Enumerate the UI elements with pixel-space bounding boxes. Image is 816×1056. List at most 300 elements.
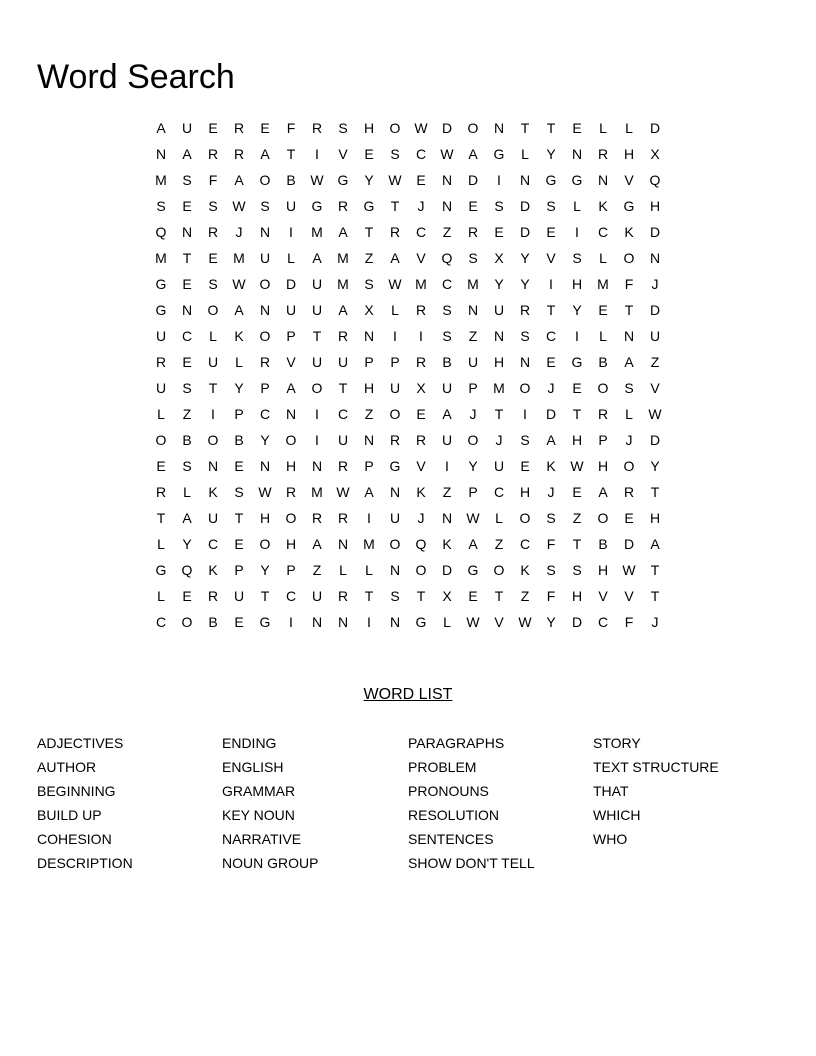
- grid-cell: E: [494, 224, 504, 240]
- grid-cell: L: [573, 198, 581, 214]
- grid-cell: E: [416, 406, 426, 422]
- grid-row: [148, 118, 668, 144]
- grid-cell: H: [571, 276, 583, 292]
- grid-cell: A: [156, 120, 166, 136]
- grid-cell: R: [337, 510, 349, 526]
- grid-cell: J: [235, 224, 243, 240]
- grid-cell: I: [419, 328, 423, 344]
- grid-cell: O: [311, 380, 323, 396]
- grid-cell: T: [650, 562, 660, 578]
- grid-cell: O: [519, 510, 531, 526]
- grid-cell: G: [571, 172, 583, 188]
- grid-cell: I: [445, 458, 449, 474]
- grid-cell: C: [181, 328, 193, 344]
- grid-cell: W: [258, 484, 272, 500]
- grid-cell: R: [597, 406, 609, 422]
- grid-cell: Y: [546, 614, 556, 630]
- grid-cell: A: [182, 146, 192, 162]
- grid-cell: L: [599, 250, 607, 266]
- grid-cell: L: [157, 406, 165, 422]
- grid-row: [148, 534, 668, 560]
- grid-cell: J: [417, 198, 425, 214]
- grid-cell: O: [597, 510, 609, 526]
- grid-cell: W: [466, 614, 480, 630]
- grid-cell: Z: [520, 588, 530, 604]
- grid-cell: A: [650, 536, 660, 552]
- grid-cell: O: [207, 432, 219, 448]
- grid-cell: D: [285, 276, 297, 292]
- grid-row: [148, 170, 668, 196]
- grid-cell: L: [599, 120, 607, 136]
- grid-cell: N: [311, 458, 323, 474]
- grid-cell: Y: [468, 458, 478, 474]
- grid-cell: C: [597, 224, 609, 240]
- grid-cell: V: [624, 172, 634, 188]
- grid-cell: T: [494, 406, 504, 422]
- grid-cell: I: [211, 406, 215, 422]
- grid-cell: A: [234, 302, 244, 318]
- grid-cell: S: [208, 276, 218, 292]
- grid-cell: Y: [650, 458, 660, 474]
- grid-cell: N: [259, 458, 271, 474]
- grid-cell: U: [493, 458, 505, 474]
- grid-row: [148, 456, 668, 482]
- grid-cell: S: [156, 198, 166, 214]
- grid-cell: R: [311, 120, 323, 136]
- grid-cell: G: [155, 276, 167, 292]
- grid-cell: G: [571, 354, 583, 370]
- grid-cell: V: [494, 614, 504, 630]
- grid-cell: R: [337, 328, 349, 344]
- grid-cell: K: [520, 562, 530, 578]
- grid-cell: S: [390, 146, 400, 162]
- grid-cell: E: [572, 380, 582, 396]
- grid-cell: J: [547, 484, 555, 500]
- grid-cell: N: [519, 354, 531, 370]
- grid-cell: V: [286, 354, 296, 370]
- grid-cell: N: [285, 406, 297, 422]
- grid-cell: B: [286, 172, 296, 188]
- grid-cell: R: [337, 588, 349, 604]
- grid-cell: D: [649, 120, 661, 136]
- grid-cell: Y: [234, 380, 244, 396]
- grid-row: [148, 222, 668, 248]
- grid-cell: N: [181, 302, 193, 318]
- grid-cell: M: [337, 276, 349, 292]
- word-list-item: COHESION: [37, 831, 112, 847]
- grid-cell: N: [441, 510, 453, 526]
- grid-cell: O: [389, 406, 401, 422]
- grid-cell: U: [155, 380, 167, 396]
- grid-cell: N: [441, 198, 453, 214]
- grid-cell: R: [415, 354, 427, 370]
- grid-cell: H: [519, 484, 531, 500]
- grid-cell: K: [598, 198, 608, 214]
- grid-cell: L: [183, 484, 191, 500]
- grid-cell: H: [571, 588, 583, 604]
- grid-cell: S: [182, 380, 192, 396]
- grid-cell: C: [285, 588, 297, 604]
- grid-cell: O: [285, 510, 297, 526]
- grid-cell: U: [311, 276, 323, 292]
- grid-cell: N: [597, 172, 609, 188]
- grid-cell: L: [495, 510, 503, 526]
- grid-cell: L: [521, 146, 529, 162]
- grid-cell: I: [289, 224, 293, 240]
- grid-cell: S: [338, 120, 348, 136]
- grid-cell: T: [572, 406, 582, 422]
- grid-cell: E: [182, 276, 192, 292]
- grid-cell: P: [286, 328, 296, 344]
- word-list-item: GRAMMAR: [222, 783, 296, 799]
- word-list-item: DESCRIPTION: [37, 855, 133, 871]
- grid-cell: U: [259, 250, 271, 266]
- grid-cell: N: [337, 614, 349, 630]
- word-list-column-1: [37, 731, 217, 875]
- grid-cell: I: [393, 328, 397, 344]
- grid-cell: Z: [572, 510, 582, 526]
- grid-cell: G: [467, 562, 479, 578]
- word-list-item: PROBLEM: [408, 759, 477, 775]
- grid-row: [148, 196, 668, 222]
- grid-cell: M: [155, 250, 167, 266]
- grid-cell: R: [389, 224, 401, 240]
- grid-cell: Z: [442, 484, 452, 500]
- grid-cell: T: [182, 250, 192, 266]
- grid-cell: E: [416, 172, 426, 188]
- grid-cell: E: [208, 120, 218, 136]
- grid-cell: L: [339, 562, 347, 578]
- grid-cell: Y: [260, 432, 270, 448]
- grid-cell: X: [494, 250, 504, 266]
- grid-cell: T: [312, 328, 322, 344]
- grid-cell: Y: [572, 302, 582, 318]
- grid-cell: R: [337, 198, 349, 214]
- grid-cell: D: [441, 120, 453, 136]
- grid-cell: N: [623, 328, 635, 344]
- grid-cell: M: [155, 172, 167, 188]
- grid-cell: S: [234, 484, 244, 500]
- grid-cell: C: [597, 614, 609, 630]
- grid-cell: Q: [415, 536, 427, 552]
- grid-cell: L: [625, 120, 633, 136]
- grid-cell: Z: [650, 354, 660, 370]
- grid-cell: A: [468, 536, 478, 552]
- grid-cell: O: [181, 614, 193, 630]
- grid-cell: D: [649, 224, 661, 240]
- grid-row: [148, 300, 668, 326]
- grid-cell: A: [442, 406, 452, 422]
- grid-cell: W: [414, 120, 428, 136]
- grid-cell: V: [416, 250, 426, 266]
- grid-cell: R: [233, 120, 245, 136]
- grid-row: [148, 144, 668, 170]
- grid-cell: U: [389, 510, 401, 526]
- grid-cell: R: [155, 484, 167, 500]
- grid-cell: C: [207, 536, 219, 552]
- grid-cell: I: [549, 276, 553, 292]
- grid-cell: O: [389, 120, 401, 136]
- grid-cell: U: [337, 432, 349, 448]
- grid-cell: H: [571, 432, 583, 448]
- grid-cell: O: [259, 276, 271, 292]
- grid-cell: O: [155, 432, 167, 448]
- word-list-item: KEY NOUN: [222, 807, 295, 823]
- page-title: Word Search: [37, 57, 235, 96]
- grid-cell: A: [260, 146, 270, 162]
- grid-cell: H: [285, 536, 297, 552]
- grid-cell: U: [285, 198, 297, 214]
- grid-cell: J: [417, 510, 425, 526]
- letter-grid: [148, 118, 668, 638]
- grid-cell: T: [260, 588, 270, 604]
- word-list-item: BUILD UP: [37, 807, 102, 823]
- grid-cell: E: [260, 120, 270, 136]
- grid-cell: A: [546, 432, 556, 448]
- grid-cell: B: [598, 354, 608, 370]
- grid-cell: B: [234, 432, 244, 448]
- grid-cell: C: [415, 146, 427, 162]
- grid-cell: E: [468, 198, 478, 214]
- grid-cell: I: [289, 614, 293, 630]
- grid-cell: A: [234, 172, 244, 188]
- grid-cell: U: [389, 380, 401, 396]
- grid-cell: Z: [312, 562, 322, 578]
- grid-cell: S: [260, 198, 270, 214]
- grid-cell: O: [597, 380, 609, 396]
- grid-cell: R: [259, 354, 271, 370]
- grid-cell: P: [364, 458, 374, 474]
- grid-cell: T: [234, 510, 244, 526]
- grid-cell: P: [390, 354, 400, 370]
- grid-cell: N: [389, 614, 401, 630]
- grid-cell: P: [598, 432, 608, 448]
- grid-cell: L: [443, 614, 451, 630]
- grid-cell: A: [312, 250, 322, 266]
- grid-cell: N: [207, 458, 219, 474]
- grid-cell: A: [338, 302, 348, 318]
- grid-cell: I: [575, 224, 579, 240]
- grid-cell: H: [363, 120, 375, 136]
- grid-cell: T: [364, 588, 374, 604]
- grid-cell: C: [259, 406, 271, 422]
- grid-cell: R: [337, 458, 349, 474]
- grid-cell: I: [523, 406, 527, 422]
- grid-cell: E: [572, 120, 582, 136]
- grid-row: [148, 560, 668, 586]
- grid-cell: S: [468, 250, 478, 266]
- grid-cell: B: [182, 432, 192, 448]
- grid-cell: D: [467, 172, 479, 188]
- grid-cell: N: [363, 328, 375, 344]
- grid-cell: M: [363, 536, 375, 552]
- grid-cell: E: [546, 354, 556, 370]
- grid-cell: W: [466, 510, 480, 526]
- grid-cell: U: [467, 354, 479, 370]
- grid-cell: L: [391, 302, 399, 318]
- grid-cell: N: [519, 172, 531, 188]
- grid-cell: F: [208, 172, 218, 188]
- grid-cell: F: [624, 614, 634, 630]
- grid-cell: F: [624, 276, 634, 292]
- grid-cell: V: [338, 146, 348, 162]
- grid-cell: V: [416, 458, 426, 474]
- grid-cell: E: [520, 458, 530, 474]
- grid-cell: O: [623, 250, 635, 266]
- grid-cell: H: [285, 458, 297, 474]
- grid-cell: P: [260, 380, 270, 396]
- word-list-item: WHICH: [593, 807, 641, 823]
- grid-cell: S: [572, 562, 582, 578]
- grid-cell: D: [571, 614, 583, 630]
- grid-row: [148, 248, 668, 274]
- grid-cell: T: [364, 224, 374, 240]
- grid-cell: W: [336, 484, 350, 500]
- grid-cell: P: [286, 562, 296, 578]
- grid-cell: W: [232, 276, 246, 292]
- grid-cell: Z: [364, 250, 374, 266]
- grid-cell: T: [338, 380, 348, 396]
- grid-cell: U: [441, 380, 453, 396]
- word-list-column-2: [222, 731, 402, 875]
- grid-row: [148, 482, 668, 508]
- grid-cell: G: [337, 172, 349, 188]
- grid-cell: E: [234, 536, 244, 552]
- grid-cell: O: [259, 172, 271, 188]
- grid-cell: A: [338, 224, 348, 240]
- grid-row: [148, 612, 668, 638]
- grid-cell: L: [365, 562, 373, 578]
- grid-cell: H: [259, 510, 271, 526]
- grid-cell: S: [546, 562, 556, 578]
- grid-cell: U: [441, 432, 453, 448]
- grid-cell: K: [442, 536, 452, 552]
- word-list-column-4: [593, 731, 773, 851]
- grid-cell: T: [390, 198, 400, 214]
- grid-cell: C: [519, 536, 531, 552]
- grid-cell: N: [337, 536, 349, 552]
- grid-cell: G: [363, 198, 375, 214]
- word-list-item: RESOLUTION: [408, 807, 500, 823]
- grid-cell: P: [468, 484, 478, 500]
- grid-cell: U: [207, 354, 219, 370]
- grid-cell: A: [598, 484, 608, 500]
- grid-cell: E: [156, 458, 166, 474]
- grid-cell: S: [390, 588, 400, 604]
- grid-cell: T: [650, 484, 660, 500]
- grid-cell: Z: [182, 406, 192, 422]
- grid-cell: T: [624, 302, 634, 318]
- word-list-column-3: [408, 731, 588, 875]
- grid-cell: T: [286, 146, 296, 162]
- grid-cell: Y: [260, 562, 270, 578]
- grid-cell: B: [208, 614, 218, 630]
- grid-cell: G: [259, 614, 271, 630]
- grid-cell: O: [623, 458, 635, 474]
- grid-cell: U: [155, 328, 167, 344]
- word-list-item: WHO: [593, 831, 628, 847]
- grid-cell: G: [545, 172, 557, 188]
- grid-cell: E: [234, 458, 244, 474]
- grid-cell: I: [497, 172, 501, 188]
- grid-cell: U: [311, 354, 323, 370]
- grid-cell: D: [545, 406, 557, 422]
- grid-cell: F: [286, 120, 296, 136]
- grid-cell: Z: [468, 328, 478, 344]
- grid-cell: N: [363, 432, 375, 448]
- grid-cell: T: [416, 588, 426, 604]
- grid-cell: G: [311, 198, 323, 214]
- grid-cell: U: [649, 328, 661, 344]
- word-list-item: SENTENCES: [408, 831, 494, 847]
- grid-cell: E: [624, 510, 634, 526]
- grid-cell: E: [546, 224, 556, 240]
- grid-cell: O: [493, 562, 505, 578]
- grid-cell: M: [337, 250, 349, 266]
- word-list-item: PARAGRAPHS: [408, 735, 505, 751]
- grid-cell: D: [623, 536, 635, 552]
- grid-cell: J: [651, 276, 659, 292]
- word-list-item: SHOW DON'T TELL: [408, 855, 535, 871]
- grid-cell: G: [389, 458, 401, 474]
- grid-cell: I: [367, 510, 371, 526]
- grid-cell: Y: [182, 536, 192, 552]
- grid-cell: T: [546, 302, 556, 318]
- grid-cell: H: [623, 146, 635, 162]
- grid-cell: R: [623, 484, 635, 500]
- grid-cell: D: [519, 198, 531, 214]
- grid-cell: C: [415, 224, 427, 240]
- grid-cell: O: [207, 302, 219, 318]
- grid-cell: O: [259, 328, 271, 344]
- grid-cell: P: [234, 406, 244, 422]
- grid-cell: S: [520, 328, 530, 344]
- grid-cell: T: [156, 510, 166, 526]
- grid-cell: W: [232, 198, 246, 214]
- grid-cell: L: [209, 328, 217, 344]
- grid-cell: L: [287, 250, 295, 266]
- grid-cell: H: [649, 510, 661, 526]
- grid-cell: R: [285, 484, 297, 500]
- grid-cell: A: [624, 354, 634, 370]
- grid-cell: O: [285, 432, 297, 448]
- grid-cell: V: [624, 588, 634, 604]
- grid-cell: A: [364, 484, 374, 500]
- grid-cell: O: [415, 562, 427, 578]
- grid-cell: W: [388, 172, 402, 188]
- grid-cell: U: [285, 302, 297, 318]
- grid-cell: C: [441, 276, 453, 292]
- grid-cell: D: [649, 432, 661, 448]
- grid-cell: Y: [364, 172, 374, 188]
- grid-cell: L: [157, 536, 165, 552]
- grid-cell: G: [623, 198, 635, 214]
- grid-cell: D: [519, 224, 531, 240]
- grid-cell: P: [234, 562, 244, 578]
- grid-cell: S: [442, 328, 452, 344]
- grid-cell: U: [233, 588, 245, 604]
- grid-cell: V: [598, 588, 608, 604]
- grid-cell: L: [235, 354, 243, 370]
- grid-cell: R: [519, 302, 531, 318]
- grid-cell: K: [208, 484, 218, 500]
- grid-cell: Z: [442, 224, 452, 240]
- word-list-item: THAT: [593, 783, 629, 799]
- grid-cell: N: [467, 302, 479, 318]
- grid-cell: L: [599, 328, 607, 344]
- grid-cell: M: [467, 276, 479, 292]
- grid-cell: R: [467, 224, 479, 240]
